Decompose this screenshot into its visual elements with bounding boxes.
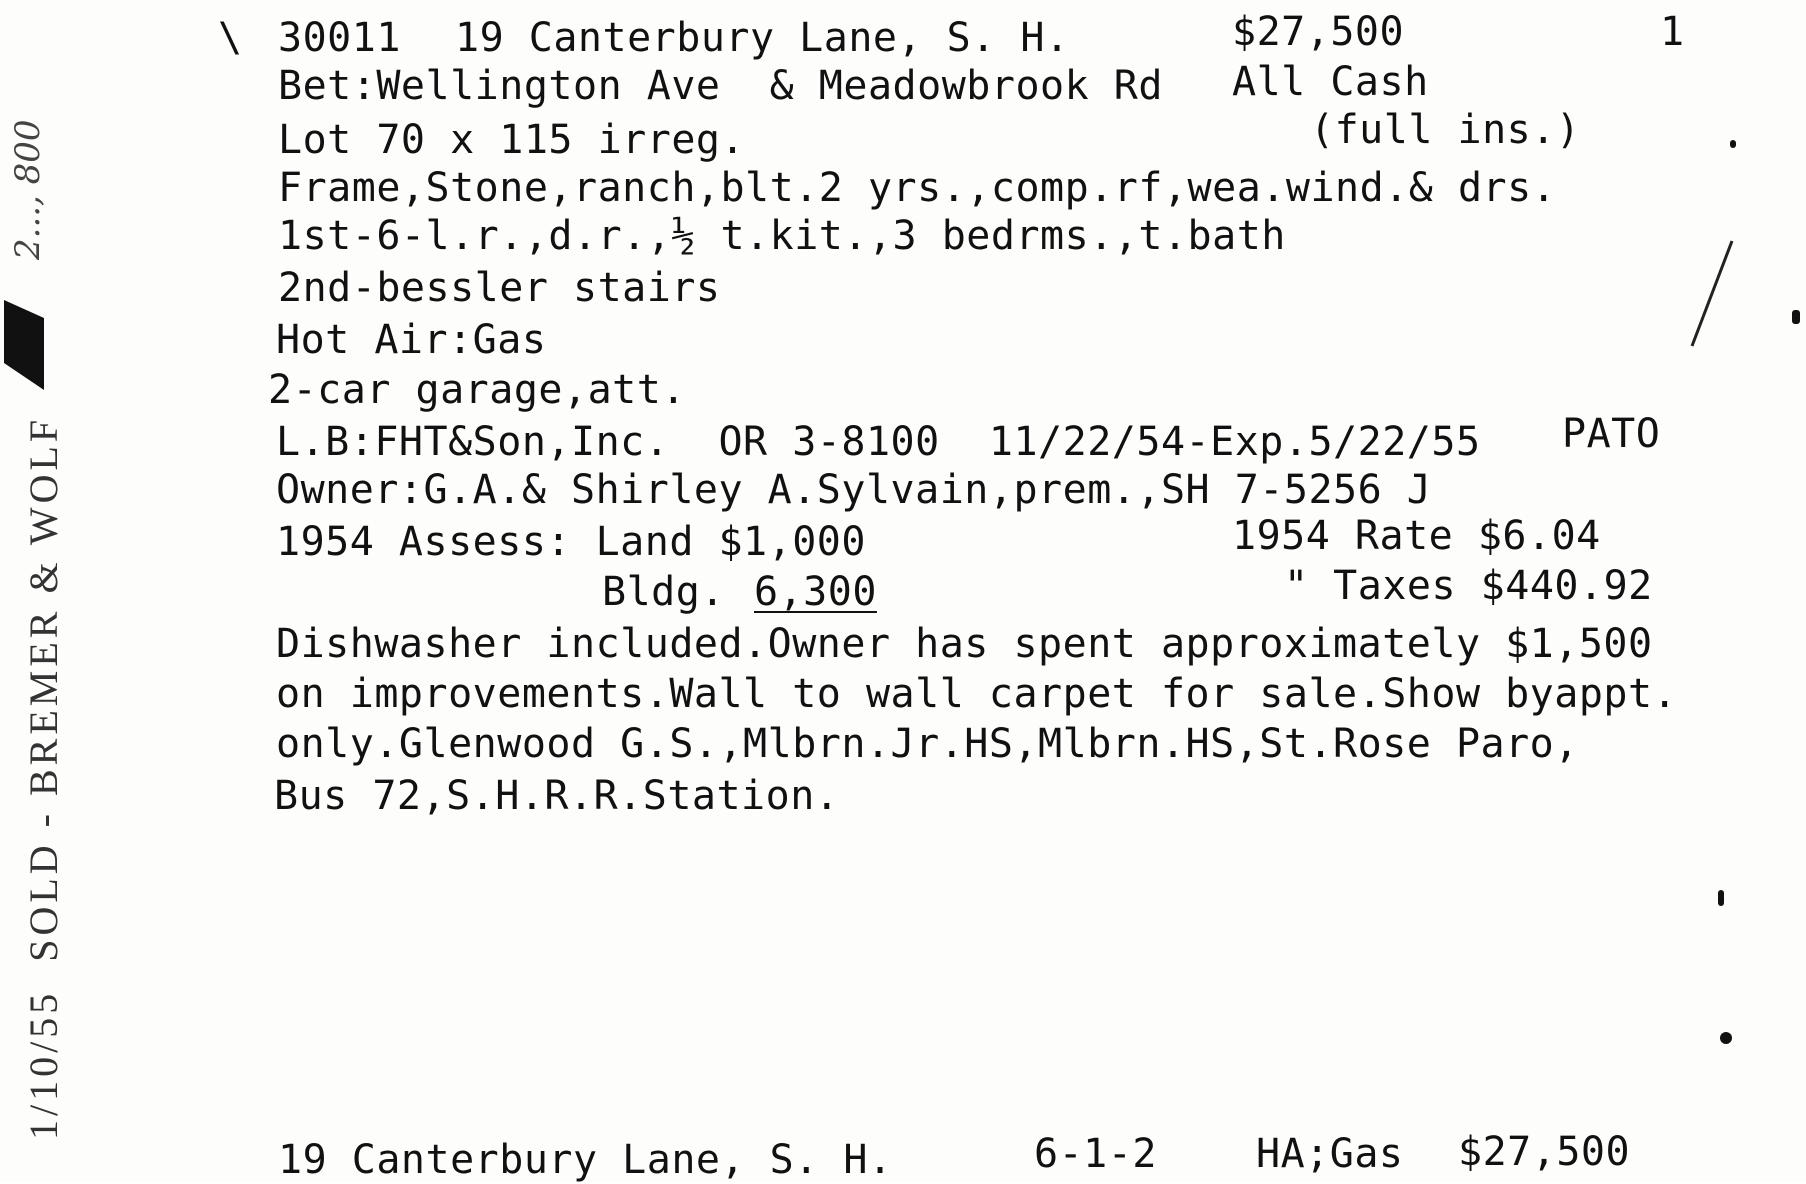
first-floor: 1st-6-l.r.,d.r.,½ t.kit.,3 bedrms.,t.bath xyxy=(278,213,1286,259)
ink-blotch xyxy=(4,300,44,390)
broker-code: PATO xyxy=(1562,411,1661,457)
taxes: " Taxes $440.92 xyxy=(1284,563,1653,609)
second-floor: 2nd-bessler stairs xyxy=(278,265,721,311)
tax-rate: 1954 Rate $6.04 xyxy=(1232,513,1601,559)
owner: Owner:G.A.& Shirley A.Sylvain,prem.,SH 7-5256 J xyxy=(276,467,1432,513)
assessment-land: 1954 Assess: Land $1,000 xyxy=(276,519,866,565)
card-number: 1 xyxy=(1660,9,1685,55)
ink-dot xyxy=(1792,310,1800,324)
footer-heat: HA;Gas xyxy=(1256,1131,1404,1177)
remarks-line: Dishwasher included.Owner has spent approximately $1,500 xyxy=(276,621,1653,667)
check-mark: \ xyxy=(218,15,243,61)
insurance-note: (full ins.) xyxy=(1310,107,1581,153)
ink-dot xyxy=(1720,1032,1732,1044)
remarks-line: only.Glenwood G.S.,Mlbrn.Jr.HS,Mlbrn.HS,St.Rose Paro, xyxy=(276,721,1579,767)
listing-number: 30011 xyxy=(278,15,401,61)
footer-code: 6-1-2 xyxy=(1034,1131,1157,1177)
remarks-line: on improvements.Wall to wall carpet for sale.Show byappt. xyxy=(276,671,1678,717)
assessment-bldg-value: 6,300 xyxy=(754,569,877,615)
footer-price: $27,500 xyxy=(1458,1129,1631,1175)
handwritten-margin-note: 2..., 800 xyxy=(8,119,48,260)
sold-stamp: 1/10/55 SOLD - BREMER & WOLF xyxy=(21,415,66,1140)
assessment-bldg-label: Bldg. xyxy=(602,569,725,615)
heating: Hot Air:Gas xyxy=(276,317,547,363)
terms: All Cash xyxy=(1232,59,1429,105)
footer-address: 19 Canterbury Lane, S. H. xyxy=(278,1137,893,1183)
construction-details: Frame,Stone,ranch,blt.2 yrs.,comp.rf,wea.wind.& drs. xyxy=(278,165,1557,211)
lot-size: Lot 70 x 115 irreg. xyxy=(278,117,746,163)
ink-dot xyxy=(1718,890,1724,906)
ink-dot xyxy=(1730,140,1736,148)
listing-broker: L.B:FHT&Son,Inc. OR 3-8100 11/22/54-Exp.5/22/55 xyxy=(276,419,1481,465)
garage: 2-car garage,att. xyxy=(268,367,686,413)
pen-stroke xyxy=(1672,236,1752,356)
remarks-line: Bus 72,S.H.R.R.Station. xyxy=(274,773,840,819)
between-streets: Bet:Wellington Ave & Meadowbrook Rd xyxy=(278,63,1163,109)
asking-price: $27,500 xyxy=(1232,9,1405,55)
property-address: 19 Canterbury Lane, S. H. xyxy=(455,15,1070,61)
